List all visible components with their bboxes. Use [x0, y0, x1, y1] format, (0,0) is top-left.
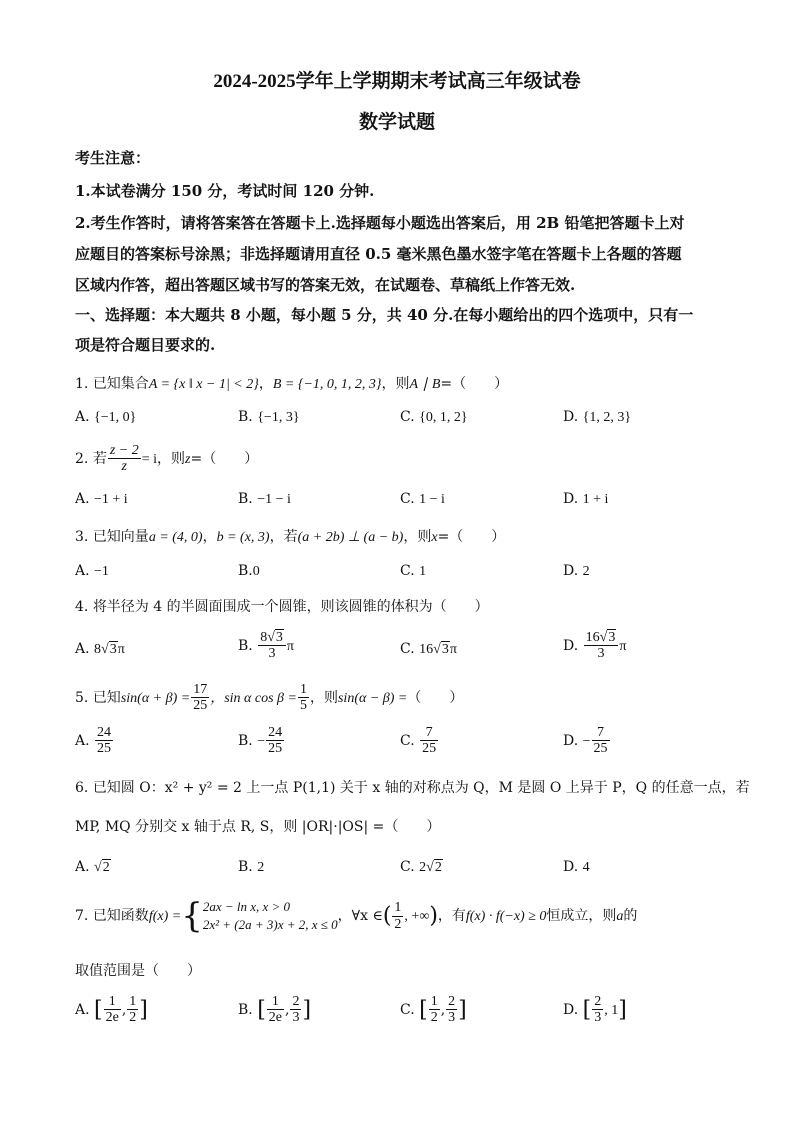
q4-option-b: B. $\frac{8√3}{3}$ π — [238, 630, 294, 662]
question-number: 1. — [75, 376, 89, 392]
q5-option-a: A. $\frac{24}{25}$ — [75, 725, 112, 757]
set-b: B = {−1, 0, 1, 2, 3} — [272, 377, 382, 392]
question-1: 1. 已知集合A = {x ‖ x − 1| < 2}，B = {−1, 0, 1, 2, 3}，则A ∣ B=（ ） — [75, 376, 509, 392]
q7-option-d: D. [ $\frac{2}{3}$ , 1] — [563, 994, 627, 1026]
q3-option-b: B.0 — [238, 563, 260, 579]
question-6-line-2: MP, MQ 分别交 x 轴于点 R, S，则 |OR|·|OS| =（ ） — [75, 819, 441, 835]
vector-b: b = (x, 3) — [216, 530, 270, 545]
q2-option-c: C. 1 − i — [400, 491, 445, 507]
q5-option-d: D. − $\frac{7}{25}$ — [563, 725, 608, 757]
q7-option-a: A. [ $\frac{1}{2e}$ , $\frac{1}{2}$ ] — [75, 994, 148, 1026]
question-2: 2. 若 $\frac{z - 2}{z}$ = i，则z=（ ） — [75, 443, 259, 475]
q6-option-d: D. 4 — [563, 859, 590, 875]
q5-option-c: C. $\frac{7}{25}$ — [400, 725, 437, 757]
question-7-line-1: 7. 已知函数f(x) ={ 2ax − ln x, x > 0 2x² + (2a + 3)x + 2, x ≤ 0 ，∀x ∈( $\frac{1}{2}$ , +∞)，有f(x) · f(−x) ≥ 0恒成立，则a的 — [75, 896, 638, 936]
q4-option-a: A. 8√3π — [75, 641, 125, 657]
question-6-line-1: 6. 已知圆 O：x² + y² = 2 上一点 P(1,1) 关于 x 轴的对称点为 Q，M 是圆 O 上异于 P，Q 的任意一点，若 — [75, 780, 750, 796]
q3-option-c: C. 1 — [400, 563, 427, 579]
q2-option-a: A. −1 + i — [75, 491, 128, 507]
q1-option-b: B. {−1, 3} — [238, 409, 300, 425]
q1-option-d: D. {1, 2, 3} — [563, 409, 632, 425]
q7-option-c: C. [ $\frac{1}{2}$ , $\frac{2}{3}$ ] — [400, 994, 467, 1026]
q2-option-b: B. −1 − i — [238, 491, 291, 507]
question-text: 已知集合 — [92, 376, 149, 392]
piecewise-function: 2ax − ln x, x > 0 2x² + (2a + 3)x + 2, x ≤ 0 — [202, 899, 338, 932]
question-5: 5. 已知sin(α + β) = $\frac{17}{25}$ ，sin α cos β = $\frac{1}{5}$ ，则sin(α − β) =（ ） — [75, 682, 464, 714]
notice-item-2-line-3: 区域内作答，超出答题区域书写的答案无效，在试题卷、草稿纸上作答无效. — [75, 276, 576, 294]
q1-option-a: A. {−1, 0} — [75, 409, 137, 425]
q3-option-a: A. −1 — [75, 563, 109, 579]
q6-option-a: A. √2 — [75, 859, 110, 875]
question-4: 4. 将半径为 4 的半圆面围成一个圆锥，则该圆锥的体积为（ ） — [75, 599, 489, 615]
vector-a: a = (4, 0) — [148, 530, 203, 545]
set-a: A = {x ‖ x − 1| < 2} — [148, 377, 259, 392]
notice-heading: 考生注意： — [75, 149, 151, 167]
q7-option-b: B. [ $\frac{1}{2e}$ , $\frac{2}{3}$ ] — [238, 994, 312, 1026]
q5-option-b: B. − $\frac{24}{25}$ — [238, 725, 283, 757]
notice-item-2-line-2: 应题目的答案标号涂黑；非选择题请用直径 0.5 毫米黑色墨水签字笔在答题卡上各题的答题 — [75, 245, 682, 263]
section-1-line-2: 项是符合题目要求的. — [75, 336, 216, 354]
section-1-line-1: 一、选择题：本大题共 8 小题，每小题 5 分，共 40 分.在每小题给出的四个选项中，只有一 — [75, 306, 694, 324]
exam-title: 2024-2025学年上学期期末考试高三年级试卷 — [213, 71, 581, 92]
subject-title: 数学试题 — [358, 112, 435, 133]
set-operation: A ∣ B — [409, 377, 441, 392]
q6-option-c: C. 2√2 — [400, 859, 442, 875]
q4-option-d: D. $\frac{16√3}{3}$ π — [563, 630, 627, 662]
perpendicular-condition: (a + 2b) ⊥ (a − b) — [297, 530, 404, 545]
q2-option-d: D. 1 + i — [563, 491, 609, 507]
question-7-line-2: 取值范围是（ ） — [75, 963, 201, 979]
question-3: 3. 已知向量a = (4, 0)，b = (x, 3)，若(a + 2b) ⊥ (a − b)，则x=（ ） — [75, 529, 506, 545]
q3-option-d: D. 2 — [563, 563, 590, 579]
q6-option-b: B. 2 — [238, 859, 265, 875]
notice-item-2-line-1: 2.考生作答时，请将答案答在答题卡上.选择题每小题选出答案后，用 2B 铅笔把答题卡上对 — [75, 214, 685, 232]
q4-option-c: C. 16√3π — [400, 641, 457, 657]
q1-option-c: C. {0, 1, 2} — [400, 409, 468, 425]
fraction: $\frac{z - 2}{z}$ — [109, 443, 139, 475]
notice-item-1: 1.本试卷满分 150 分，考试时间 120 分钟. — [75, 182, 375, 200]
